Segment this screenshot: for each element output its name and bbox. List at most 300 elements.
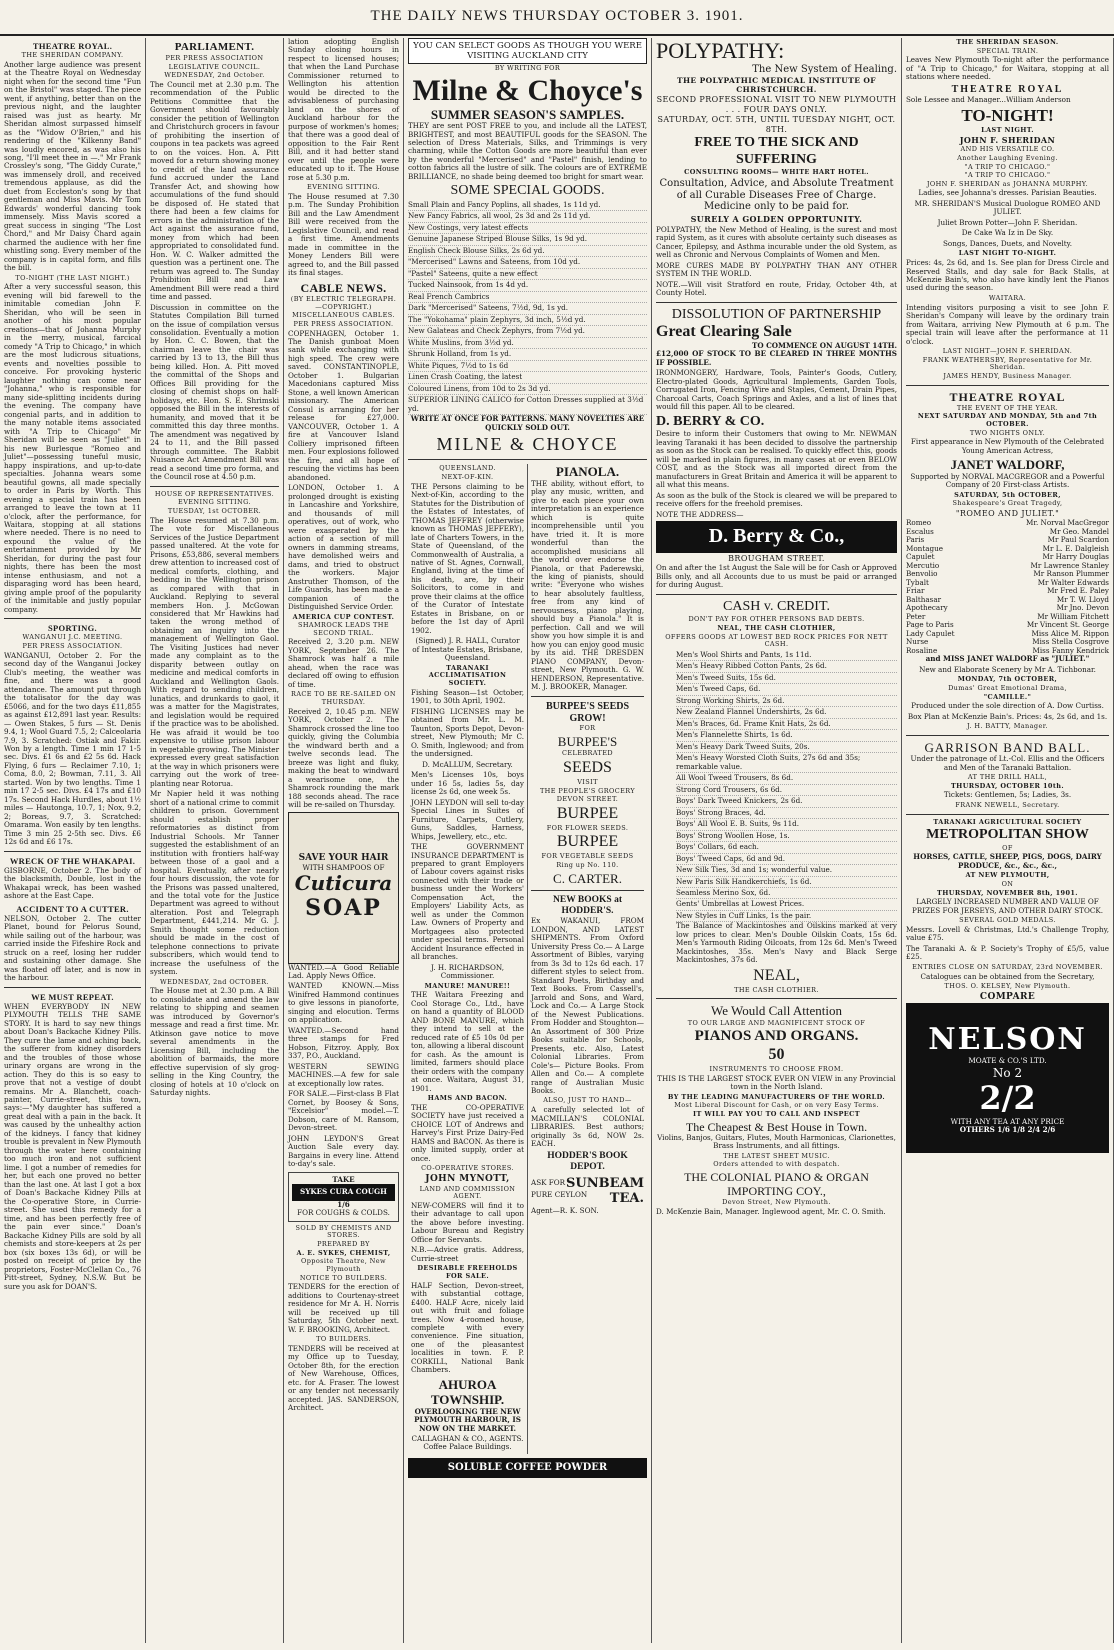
hodders-depot: HODDER'S BOOK DEPOT. xyxy=(547,1150,628,1172)
goods-item: English Check Blouse Silks, 2s 6d yd. xyxy=(408,246,647,257)
polypathy-title: POLYPATHY: xyxy=(656,38,785,63)
hodders-mac: A carefully selected lot of MACMILLAN'S COLONIAL LIBRARIES. Best authors; originally 3s 6d, NOW 2s. EACH. xyxy=(531,1105,644,1149)
johanna-murphy: JOHN F. SHERIDAN as JOHANNA MURPHY. xyxy=(926,179,1089,188)
cast-actor: Mr Harry Douglas xyxy=(1042,552,1109,562)
heading-accident: ACCIDENT TO A CUTTER. xyxy=(16,903,129,914)
heading-builders: NOTICE TO BUILDERS. xyxy=(299,1273,388,1282)
cast-role: Paris xyxy=(906,535,925,545)
heading-misc-cables: MISCELLANEOUS CABLES. xyxy=(292,311,395,320)
polypathy-institute: THE POLYPATHIC MEDICAL INSTITUTE OF CHRISTCHURCH. xyxy=(676,75,877,94)
first-appearance: First appearance in New Plymouth of the Celebrated Young American Actress, xyxy=(910,437,1105,455)
camille: "CAMILLE." xyxy=(983,692,1032,701)
ring-up: Ring up No. 110. xyxy=(556,860,619,869)
date-line: WEDNESDAY, 2nd October. xyxy=(164,71,265,80)
cast-actor: Mr L. E. Dalgleish xyxy=(1042,543,1109,553)
cast-role: Balthasar xyxy=(906,594,942,604)
manure-text: THE Waitara Freezing and Cool Storage Co., Ltd., have on hand a quantity of BLOOD AND BONE MANURE, which they intend to sell at the reduced rate of £5 10s 0d per ton, allowing a liberal discount for cash. As the amount is limited, farmers should place their orders with the company at once. Waitara, August 31, 1901. xyxy=(411,990,525,1093)
discount: Most Liberal Discount for Cash, or on very Easy Terms. xyxy=(674,1101,879,1110)
neal-item: Boys' Tweed Caps, 6d and 9d. xyxy=(676,854,897,865)
catalogues: Catalogues can be obtained from the Secretary, xyxy=(920,971,1095,981)
cast-role: Rosaline xyxy=(906,645,938,655)
cast-role: Nurse xyxy=(906,637,929,647)
cuticura-ad xyxy=(288,812,399,964)
cast-actor: Miss Fanny Kendrick xyxy=(1032,645,1109,655)
box-plan: Box Plan at McKenzie Bain's. Prices: 4s, 2s 6d, and 1s. xyxy=(907,711,1108,721)
ladies-dresses: Ladies, see Johanna's dresses. Parisian Beauties. xyxy=(918,188,1097,198)
column-1 xyxy=(0,38,146,1643)
cast-role: Benvolio xyxy=(906,569,938,579)
burpee-name: BURPEE'S xyxy=(557,734,618,750)
column-6 xyxy=(902,38,1114,1643)
shakespeare-tragedy: Shakespeare's Great Tragedy, xyxy=(952,499,1063,508)
builders-notice: TENDERS for the erection of additions to Courtenay-street residence for Mr A. H. Norris will be received up till Saturday, 5th October next. W. F. BROOKING, Architect. xyxy=(288,1282,399,1334)
neal-item: Boys' Strong Braces, 4d. xyxy=(676,808,897,819)
divider xyxy=(4,618,141,619)
milne-by-writing: BY WRITING FOR xyxy=(494,64,561,73)
cheapest-best: The Cheapest & Best House in Town. xyxy=(685,1119,868,1134)
col4-left xyxy=(408,464,528,1454)
goods-item: New Costings, very latest effects xyxy=(408,223,647,234)
divider xyxy=(4,851,141,852)
cast-actor: Mr Geo. Mandel xyxy=(1049,526,1109,536)
neal-item: Men's Braces, 6d. Frame Knit Hats, 2s 6d. xyxy=(676,719,897,730)
article-sporting: WANGANUI, October 2. For the second day of the Wanganui Jockey Club's meeting, the weather was fine, and there was a good attendance. The amount put through the totalisator for the day was £5066, and for the two days £11,855 as against £12,891 last year. Results:— Owen Stakes, 5 furs — St. Denis 9.4, 1; Wool Guard 7.5, 2; Calceolaria 7.9, 3. Scratched: Ostiak and Fakir. Won by a length. Time 1 min 17 1-5 sec. Divs. £1 6s and £2 5s 6d. Hack Flying, 6 furs — Reclaimer 7.10, 1; Coma, 8.0, 2; Bowman, 7.11, 3. All started. Won by two lengths. Time 1 min 17 2-5 sec. Divs. £4 17s and £10 17s. Second Hack Hurdles, about 1½ miles — Hautonga, 10.7, 1; Nox, 9.2, 2; Boreas, 9.7, 3. Scratched: Omarama. Won easily by ten lengths. Time 3 min 25 2-5th sec. Divs. £6 12s 6d and £6 17s. xyxy=(4,650,141,847)
freeholds-text: HALF Section, Devon-street, with substantial cottage, £400. HALF Acre, nicely laid out with fruit and foliage trees. Now 4-roomed house, complete with every convenience. Fine situation, one of the pleasantest localities in town. F. P. CORKILL, National Bank Chambers. xyxy=(411,1280,524,1375)
sheridan-prices: Prices: 4s, 2s 6d, and 1s. See plan for Dress Circle and Reserved Stalls, and day sale for Back Stalls, at McKenzie Bain's, who also have kindly lent the Pianos used during the season. xyxy=(906,258,1109,293)
neal-big: NEAL, xyxy=(753,966,800,984)
theatre-royal-2: THEATRE ROYAL xyxy=(949,389,1066,404)
cast-actor: Mr. Norval MacGregor xyxy=(1025,518,1109,528)
cast-actor: Mr Lawrence Stanley xyxy=(1030,560,1109,570)
sunbeam-ceylon: PURE CEYLON xyxy=(531,1190,588,1200)
produced-by: Produced under the sole direction of A. Dow Curtiss. xyxy=(911,701,1104,711)
pay-to-call: IT WILL PAY YOU TO CALL AND INSPECT xyxy=(693,1109,860,1118)
gov-insurance: THE GOVERNMENT INSURANCE DEPARTMENT is prepared to grant Employers of Labour covers against risks connected with their trade or business under the Workers' Compensation Act, the Employers' Liability Acts, as well as under the Common Law. Owners of Property and Mortgagees also protected under special terms. Personal Accident Insurance effected in all branches. xyxy=(411,842,524,962)
article-tonight: After a very successful season, this evening will bid farewell to the inimitable comedian John F. Sheridan, who will be seen in another of his most popular creations—that of Johanna Murphy in the merry, musical, farcical comedy "A Trip to Chicago," in which are the most ludicrous situations, events and novelties possible to conceive. For provoking hysteric laughter nothing can come near "Johanna," who is responsible for many side-splitting incidents during the evening. The company have congenial parts, and in addition to the many notable items associated with "A Trip to Chicago" Mr Sheridan will be seen as "Juliet" in his new Burlesque "Romeo and Juliet"—possessing tuneful music, happy inspirations, and up-to-date specialties. Johanna wears some beautiful gowns, all made specially to order in Paris by Worth. This evening a special train has been arranged to leave the town at 11 o'clock, after the performance, for Waitara, stopping at all stations where needed. There is no need to expound the value of the entertainment provided by Mr Sheridan, for during the past four nights, there has been the most intense enthusiasm, and not a disparaging word has been heard, giving ample proof of the popularity of the inimitable and justly popular company. xyxy=(4,282,141,614)
lovell-trophy: Messrs. Lovell & Christmas, Ltd.'s Challenge Trophy, value £75. xyxy=(906,924,1109,943)
berry-text: Desire to inform their Customers that owing to Mr. NEWMAN leaving Taranaki it has been decided to dissolve the partnership as soon as the Stock can be realised. To quickly effect this, goods will be marked in plain figures, in many cases at or even BELOW COST, and as the Stock was all imported direct from the manufacturers in Great Britain and America it will be apparent to all what this means. xyxy=(656,429,897,490)
cast-actor: Mr T. W. Lloyd xyxy=(1056,594,1109,604)
goods-item: Dark "Mercerised" Sateens, 7½d, 9d, 1s yd. xyxy=(408,303,647,314)
polypathy-note: NOTE.—Will visit Stratford en route, Friday, October 4th, at County Hotel. xyxy=(656,279,897,298)
cast-role: Escalus xyxy=(906,526,934,536)
goods-item: New Galateas and Check Zephyrs, from 7½d yd. xyxy=(408,326,647,337)
batty-manager: J. H. BATTY, Manager. xyxy=(967,722,1048,731)
show-prizes: LARGELY INCREASED NUMBER AND VALUE OF PRIZES FOR JERSEYS, AND OTHER DAIRY STOCK. xyxy=(911,897,1103,915)
hams-heading: HAMS AND BACON. xyxy=(427,1094,508,1103)
classified-5: FOR SALE.—First-class B Flat Cornet, by Boosey & Sons, "Excelsior" model.—T. Dobson, care of M. Ransom, Devon-street. xyxy=(288,1089,399,1133)
mynott-address: N.B.—Advice gratis. Address, Currie-street xyxy=(411,1245,524,1263)
last-night: LAST NIGHT. xyxy=(981,126,1034,135)
classified-6: JOHN LEYDON'S Great Auction Sale every day. Bargains in every line. Attend to-day's sale. xyxy=(288,1133,399,1169)
manufacturers: BY THE LEADING MANUFACTURERS OF THE WORLD. xyxy=(667,1092,886,1101)
manure-heading: MANURE! MANURE!! xyxy=(424,981,511,990)
neal-item: Strong Working Shirts, 2s 6d. xyxy=(676,696,897,707)
cast-actor: Mr Vincent St. George xyxy=(1026,620,1109,630)
next-of-kin-text: THE Persons claiming to be Next-of-Kin, according to the Statutes for the Distribution of the Estates of Intestates, of THOMAS JEFFREY (otherwise known as THOMAS JEFFERY), late of Charters Towers, in the State of Queensland, of the Commonwealth of Australia, a native of St. Agnes, Cornwall, England, living at the time of his death, are, by their Solicitors, to come in and prove their claims at the office of the Curator of Intestate Estates in Brisbane, on or before the 1st day of April 1902. xyxy=(411,481,524,635)
pianos-organs: PIANOS AND ORGANS. xyxy=(694,1028,859,1045)
supported-by: Supported by NORVAL MACGREGOR and a Powerful Company of 20 First-class Artists. xyxy=(910,471,1105,490)
article-cup-1: Received 2, 3.20 p.m. NEW YORK, September 26. The Shamrock was half a mile ahead, when the race was declared off owing to effusion of time. xyxy=(288,637,399,689)
sykes-for: FOR COUGHS & COLDS. xyxy=(297,1208,390,1218)
cuticura-with: WITH SHAMPOOS OF xyxy=(302,862,385,872)
colonial-bain: D. McKenzie Bain, Manager. Inglewood agent, Mr. C. O. Smith. xyxy=(656,1206,886,1216)
divider xyxy=(906,814,1109,815)
neal-item: Strong Cord Trousers, 6s 6d. xyxy=(676,785,897,796)
burpee-grow: BURPEE'S SEEDS GROW! xyxy=(545,700,630,724)
brougham-street: BROUGHAM STREET. xyxy=(728,553,825,563)
sunbeam-line2 xyxy=(531,1191,644,1206)
divider xyxy=(906,385,1109,386)
sykes-chemist: A. E. SYKES, CHEMIST, xyxy=(296,1248,391,1257)
neal-item: Boys' Strong Woollen Hose, 1s. xyxy=(676,831,897,842)
evening-sitting: EVENING SITTING. xyxy=(307,183,380,192)
sykes-name: SYKES CURA COUGH xyxy=(292,1184,395,1200)
divider xyxy=(531,696,644,697)
column-2 xyxy=(146,38,284,1643)
neal-item: New Paris Silk Handkerchiefs, 1s 6d. xyxy=(676,877,897,888)
songs: Songs, Dances, Duets, and Novelty. xyxy=(942,238,1073,248)
sheet-music: THE LATEST SHEET MUSIC. xyxy=(723,1151,830,1160)
heading-tonight: TO-NIGHT (THE LAST NIGHT.) xyxy=(15,273,130,282)
cast-actor: Mr Jno. Devon xyxy=(1056,603,1109,613)
milne-intro: THEY are sent POST FREE to you, and include all the LATEST, BRIGHTEST, and most BEAUTIFUL goods for the SEASON. The selection of Dress Materials, Silks, and Trimmings is very charming, while the Cotton Goods are more beautiful than ever by the wonderful "Mercerised" and "Pastel" finish, lending to cotton fabrics all the lustre of silk. The colours are of EXTREME BRILLIANCE, no shade being deemed too bright for smart wear. xyxy=(408,121,647,181)
monday-7th: MONDAY, 7th OCTOBER, xyxy=(957,675,1058,684)
burpee-veg-seeds: FOR VEGETABLE SEEDS xyxy=(541,852,634,861)
some-special-goods: SOME SPECIAL GOODS. xyxy=(450,183,605,199)
subheading-shamrock: SHAMROCK LEADS THE SECOND TRIAL. xyxy=(297,621,390,637)
show-on: ON xyxy=(1001,879,1014,888)
heading-council: LEGISLATIVE COUNCIL. xyxy=(168,62,261,71)
press-assoc: PER PRESS ASSOCIATION. xyxy=(22,642,123,650)
sunbeam-tea: TEA. xyxy=(609,1191,644,1207)
nelson-others: OTHERS 1/6 1/8 2/4 2/6 xyxy=(959,1125,1056,1135)
fifty: 50 xyxy=(768,1046,785,1064)
divider xyxy=(656,302,897,303)
article-evening: The House resumed at 7.30 p.m. The Sunday Prohibition Bill and the Law Amendment Bill were received from the Legislative Council, and read a first time. Amendments made in committee in the Money Lenders Bill were agreed to, and the Bill passed its final stages. xyxy=(288,191,399,278)
article-wreck: GISBORNE, October 2. The body of the blacksmith, Double, lost in the Whakapai wreck, has been washed ashore at the East Cape. xyxy=(4,865,141,901)
frank-newell: FRANK NEWELL, Secretary. xyxy=(955,800,1060,809)
sunbeam-ad xyxy=(531,1176,644,1191)
heading-sporting: SPORTING. xyxy=(48,623,97,634)
next-saturday: NEXT SATURDAY AND MONDAY, 5th and 7th OCTOBER. xyxy=(917,412,1098,429)
cash-credit: CASH v. CREDIT. xyxy=(723,598,830,614)
neal-item: Men's Flannelette Shirts, 1s 6d. xyxy=(676,730,897,741)
polypathy-visit: SECOND PROFESSIONAL VISIT TO NEW PLYMOUTH . . . FOUR DAYS ONLY. xyxy=(656,95,897,114)
violins: Violins, Banjos, Guitars, Flutes, Mouth Harmonicas, Clarionettes, Brass Instruments, and all fittings. xyxy=(657,1132,896,1151)
fishing-season: Fishing Season—1st October, 1901, to 30th April, 1902. xyxy=(411,687,524,706)
taranaki-trophy: The Taranaki A. & P. Society's Trophy of £5/5, value £25. xyxy=(906,943,1109,962)
mynott-text: NEW-COMERS will find it to their advantage to call upon the above before investing. Labour Bureau and Registry Office for Servants. xyxy=(411,1200,524,1244)
cuticura-soap: SOAP xyxy=(305,894,382,921)
subheading-wanganui: WANGANUI J.C. MEETING. xyxy=(22,633,123,642)
column-5 xyxy=(652,38,902,1643)
sykes-price: 1/6 xyxy=(337,1199,350,1209)
juliet-brown: Juliet Brown Potter—John F. Sheridan. xyxy=(937,217,1078,227)
cast-role: Lady Capulet xyxy=(906,628,955,638)
taranaki-agri: TARANAKI AGRICULTURAL SOCIETY xyxy=(933,817,1082,826)
article-house-cont: lation adopting English Sunday closing hours in respect to licensed houses; that when the Land Purchase Commissioner returned to Wellington his attention would be directed to the advisableness of purchasing land on the shores of Auckland harbour for the purpose of workmen's homes; that there was a good deal of opposition to the Fair Rent Bill, and it had better stand over until the people were educated up to it. The House rose at 5.30 p.m. xyxy=(288,38,399,182)
heading-theatre-royal: THEATRE ROYAL. xyxy=(32,41,113,51)
divider xyxy=(531,890,644,891)
press-assoc: PER PRESS ASSOCIATION. xyxy=(293,319,394,328)
polypathy-free: FREE TO THE SICK AND SUFFERING xyxy=(694,135,859,167)
gov-commissioner: J. H. RICHARDSON, Commissioner. xyxy=(430,962,505,981)
milne-choyce-title: Milne & Choyce's xyxy=(412,73,643,107)
waitara-text: Intending visitors purposing a visit to see John F. Sheridan's Company will leave by the ordinary train from Waitara, arriving New Plymouth at 6 p.m. The special train will leave after the performance at 11 o'clock. xyxy=(906,302,1109,346)
burpee-for: FOR xyxy=(579,724,596,733)
press-assoc: PER PRESS ASSOCIATION xyxy=(165,53,264,62)
goods-item: New Fancy Fabrics, all wool, 2s 3d and 2s 11d yd. xyxy=(408,211,647,222)
james-hendy: JAMES HENDY, Business Manager. xyxy=(943,372,1072,381)
date-line: TUESDAY, 1st OCTOBER. xyxy=(167,507,262,516)
fishing-fees: Men's Licenses 10s, boys under 16 5s, ladies 5s, day license 2s 6d, one week 5s. xyxy=(411,770,524,797)
polypathy-dates: SATURDAY, OCT. 5TH, UNTIL TUESDAY NIGHT, OCT. 8TH. xyxy=(657,115,896,134)
waitara: WAITARA. xyxy=(988,293,1027,302)
special-train: SPECIAL TRAIN. xyxy=(976,46,1039,55)
neal-item: Men's Heavy Dark Tweed Suits, 20s. xyxy=(676,742,897,753)
ahuroa-agents: CALLAGHAN & CO., AGENTS. Coffee Palace Buildings. xyxy=(411,1434,524,1452)
show-horses: HORSES, CATTLE, SHEEP, PIGS, DOGS, DAIRY PRODUCE, &c., &c., &c., xyxy=(913,852,1102,870)
cast-actor: Mr William Fitchett xyxy=(1037,611,1109,621)
date-line: WEDNESDAY, 2nd OCTOBER. xyxy=(160,977,269,986)
polypathy-rooms: CONSULTING ROOMS— WHITE HART HOTEL. xyxy=(684,168,869,177)
attention-sub: TO OUR LARGE AND MAGNIFICENT STOCK OF xyxy=(687,1018,866,1027)
sunbeam-name: SUNBEAM xyxy=(566,1175,644,1191)
neal-mackintosh: The Balance of Mackintoshes and Oilskins marked at very low prices to clear. Men's Double Oilskin Coats, 15s 6d. Men's Yarmouth Riding Oilcoats, from 12s 6d. Men's Tweed Mackintoshes, 35s. Men's Navy and Black Serge Mackintoshes, 37s 6d. xyxy=(676,921,897,965)
colonial-devon: Devon Street, New Plymouth. xyxy=(722,1198,831,1207)
heading-wreck: WRECK OF THE WHAKAPAI. xyxy=(9,855,136,866)
polypathy-surely: SURELY A GOLDEN OPPORTUNITY. xyxy=(690,214,863,225)
masthead xyxy=(0,0,1114,36)
goods-item: Shrunk Holland, from 1s yd. xyxy=(408,349,647,360)
article-house-2: Mr Napier held it was nothing short of a national crime to commit children to prison. Government should establish proper reformatories as distinct from Industrial Schools. Mr Tanner suggested the establishment of an institution with frontiers half-way between those of a gaol and a hospital. Eventually, after nearly four hours discussion, the vote for the Prisons was passed unaltered, and the total vote for the Justice Department was agreed to without alteration. Post and Telegraph Department, £441,214. Mr G. J. Smith thought some reduction should be made in the cost of telephone connections to private subscribers, which would tend to increase the usefulness of the system. xyxy=(150,789,279,977)
metropolitan-show: METROPOLITAN SHOW xyxy=(926,827,1089,843)
heading-cable-news: CABLE NEWS. xyxy=(300,280,387,295)
pianola-text: THE ability, without effort, to play any music, written, and give to each piece your own interpretation is an experience which is quite incomprehensible until you have tried it. It is more wonderful than the accomplished musicians all the world over endorse the Pianola, or that Paderewski, the king of pianists, should write: "Everyone who wishes to hear absolutely faultless, free from any kind of nervousness, piano playing, should buy a Pianola." It is perfection. Call and we will show you how simple it is and how you can enjoy good music by its aid. THE DRESDEN PIANO COMPANY, Devon-street, New Plymouth. G. W. HENDERSON, Representative. M. J. BROOKER, Manager. xyxy=(531,478,644,692)
burpee-celebrated: CELEBRATED xyxy=(561,749,614,758)
berry-note-address: NOTE THE ADDRESS— xyxy=(656,509,744,519)
goods-item: Linen Crash Coating, the latest xyxy=(408,372,647,383)
neal-item: Boys' All Wool E. B. Suits, 9s 11d. xyxy=(676,819,897,830)
article-council-1: The Council met at 2.30 p.m. The recommendation of the Public Petitions Committee that the Government should favourably consider the petition of Wellington and Christchurch grocers in favour of prohibiting the insertion of coupons in tea packets was agreed to on the voices. Hon. A. Pitt moved for a return showing money to credit of the land assurance fund accrued under the Land Transfer Act, and showing how accumulations of the fund should be disposed of. He stated that there had been a few claims for errors in the administration of the Act against the assurance fund, money from which had been appropriated to consolidated fund. Hon. W. C. Walker admitted the question was a pertinent one. The return was agreed to. The Sunday Prohibition Bill and Law Amendment Bill were read a third time and passed. xyxy=(150,79,279,302)
theatre-lessee: Sole Lessee and Manager...William Anderson xyxy=(906,94,1071,104)
goods-item: White Muslins, from 3½d yd. xyxy=(408,338,647,349)
column-4 xyxy=(404,38,652,1643)
burpee-seeds: SEEDS xyxy=(563,759,612,776)
cast-role: Montague xyxy=(906,543,943,553)
neal-sub: OFFERS GOODS AT LOWEST BED ROCK PRICES FOR NETT CASH. xyxy=(665,632,888,649)
romeo-juliet: "ROMEO AND JULIET." xyxy=(955,509,1060,519)
dumas-drama: Dumas' Great Emotional Drama, xyxy=(948,683,1067,692)
hodders-text: Ex WAKANUI, FROM LONDON, AND LATEST SHIPMENTS. From Oxford University Press Co.— A Large Assortment of Bibles, varying from 3s 3d to 12s 6d each. 17 different styles to select from. Standard Poets, Birthday and Text Books. From Cassell's, Jarrold and Sons, and Ward, Lock and Co.— A Large Stock of the Newest Publications. From Hodder and Stoughton— An Assortment of 300 Prize Books suitable for Schools, Presents, etc. Also, Latest Colonial Libraries. From Cole's— Picture Books. From Allen and Co.— A complete range of Australian Music Books. xyxy=(531,916,644,1095)
dont-pay: DON'T PAY FOR OTHER PERSONS BAD DEBTS. xyxy=(688,615,865,624)
divider xyxy=(656,998,897,999)
cast-actor: Mr Walter Edwards xyxy=(1037,577,1109,587)
neal-items xyxy=(656,650,897,923)
dissolution-heading: DISSOLUTION OF PARTNERSHIP xyxy=(671,306,882,322)
cast-role: Capulet xyxy=(906,552,935,562)
berry-terms: On and after the 1st August the Sale will be for Cash or Approved Bills only, and all Accounts due to us must be paid or arranged for during August. xyxy=(656,563,897,590)
goods-list xyxy=(408,200,647,415)
hams-text: THE CO-OPERATIVE SOCIETY have just received a CHOICE LOT of Andrews and Harvey's First Prize Dairy-Fed HAMS and BACON. As there is only limited supply, order at once. xyxy=(411,1102,524,1163)
leydon-sale: JOHN LEYDON will sell to-day Special Lines in Suites of Furniture, Carpets, Cutlery, Guns, Saddles, Harness, Whips, Jewellery, etc., etc. xyxy=(411,797,524,841)
neal-big-2: THE CASH CLOTHIER. xyxy=(734,985,819,994)
neal-item: Boys' Collars, 6d each. xyxy=(676,842,897,853)
cast-list xyxy=(906,519,1109,655)
polypathy-text: POLYPATHY, the New Method of Healing, is the surest and most rapid System, as it cures with absolute certainty such diseases as Cancer, Epilepsy, and Asthma incurable under the old System, as well as Chronic and Nervous Complaints of Women and Men. xyxy=(656,224,897,260)
event-of-year: THE EVENT OF THE YEAR. xyxy=(956,403,1059,412)
column-3 xyxy=(284,38,404,1643)
goods-item: The "Yokohama" plain Zephyrs, 3d inch, 5½d yd. xyxy=(408,315,647,326)
burpee-flower-seeds: FOR FLOWER SEEDS. xyxy=(546,823,629,832)
article-cup-2: Received 2, 10.45 p.m. NEW YORK, October 2. The Shamrock crossed the line too quickly, giving the Columbia the windward berth and a twelve seconds lead. The breeze was light and fluky, making the beat to windward a wearisome one, the Shamrock rounding the mark 188 seconds ahead. The race will be re-sailed on Thursday. xyxy=(288,706,399,810)
show-at: AT NEW PLYMOUTH, xyxy=(965,871,1050,880)
divider xyxy=(408,459,647,460)
tonight-big: TO-NIGHT! xyxy=(961,106,1054,126)
berry-heading: D. BERRY & CO. xyxy=(656,413,765,429)
heading-house: HOUSE OF REPRESENTATIVES. xyxy=(154,489,275,498)
sykes-take: TAKE xyxy=(332,1174,355,1184)
evening-sitting: EVENING SITTING. xyxy=(178,498,251,507)
milne-choyce-footer: MILNE & CHOYCE xyxy=(436,434,619,455)
theatre-royal-1: THEATRE ROYAL xyxy=(951,83,1064,95)
subheading-sheridan: THE SHERIDAN COMPANY. xyxy=(21,51,124,60)
burpee-veg: BURPEE xyxy=(556,833,619,851)
ahuroa-township: AHUROA TOWNSHIP. xyxy=(430,1376,505,1408)
col4-right xyxy=(528,464,647,1454)
neal-item: New Silk Ties, 3d and 1s; wonderful value. xyxy=(676,865,897,876)
neal-item: Men's Heavy Worsted Cloth Suits, 27s 6d and 35s; remarkable value. xyxy=(676,753,897,773)
neal-item: Seamless Merino Sox, 6d. xyxy=(676,888,897,899)
mynott-title: LAND AND COMMISSION AGENT. xyxy=(419,1184,516,1201)
neal-heading: NEAL, THE CASH CLOTHIER, xyxy=(717,623,836,632)
heading-america-cup: AMERICA CUP CONTEST. xyxy=(292,612,395,621)
cast-role: Friar xyxy=(906,586,925,596)
cast-actor: Miss Alice M. Rippon xyxy=(1031,628,1109,638)
ahuroa-overlooking: OVERLOOKING THE NEW PLYMOUTH HARBOUR, IS NOW ON THE MARKET. xyxy=(414,1406,521,1433)
janet-waldorf: JANET WALDORF, xyxy=(950,457,1065,473)
great-clearing-sale: Great Clearing Sale xyxy=(656,323,792,341)
soluble-coffee: SOLUBLE COFFEE POWDER xyxy=(408,1458,647,1478)
article-accident: NELSON, October 2. The cutter Planet, bound for Pelorus Sound, while sailing out of the harbour, was carried inside the Fifeshire Rock and struck on a reef, losing her rudder and sustaining other damage. She was floated off later, and is now in the harbour. xyxy=(4,913,141,983)
neal-item: Men's Wool Shirts and Pants, 1s 11d. xyxy=(676,650,897,661)
queensland: QUEENSLAND. xyxy=(439,464,496,473)
compare: COMPARE xyxy=(979,991,1036,1002)
sheridan-season: THE SHERIDAN SEASON. xyxy=(956,38,1059,46)
divider xyxy=(656,594,897,595)
sykes-sold: SOLD BY CHEMISTS AND STORES. xyxy=(295,1223,392,1240)
ball-tickets: Tickets: Gentlemen, 5s; Ladies, 3s. xyxy=(943,790,1072,800)
nelson-price: 2/2 xyxy=(979,1078,1036,1117)
ironmongery-list: IRONMONGERY, Hardware, Tools, Painter's Goods, Cutlery, Electro-plated Goods, Agricultural Implements, Garden Tools, Corrugated Iron, Fencing Wire and Staples, Cement, Drain Pipes, Charcoal Carts, Coach Springs and Axles, and a list of lines that would fill this paper. All to be cleared. xyxy=(656,368,897,412)
neal-item: Men's Tweed Suits, 15s 6d. xyxy=(676,673,897,684)
new-scenery: New and Elaborate Scenery by Mr A. Tichbonar. xyxy=(919,664,1096,674)
cuticura-brand: Cuticura xyxy=(294,871,393,896)
divider xyxy=(906,735,1109,736)
builders-notice-2: TENDERS will be received at my Office up to Tuesday, October 8th, for the erection of New Warehouse, Offices, etc. for A. Fraser. The lowest or any tender not necessarily accepted. JAS. SANDERSON, Architect. xyxy=(288,1343,399,1413)
cast-actor: Miss Stella Cosgrove xyxy=(1032,637,1109,647)
heading-builders-2: TO BUILDERS. xyxy=(316,1335,371,1344)
heading-repeat: WE MUST REPEAT. xyxy=(31,991,114,1002)
goods-item: SUPERIOR LINING CALICO for Cotton Dresses supplied at 3½d yd. xyxy=(408,395,647,415)
next-of-kin: NEXT-OF-KIN. xyxy=(441,472,494,481)
neal-item: New Zealand Flannel Undershirts, 2s 6d. xyxy=(676,707,897,718)
heading-parliament: PARLIAMENT. xyxy=(174,41,255,53)
polypathy-consult: Consultation, Advice, and Absolute Treatment of all Curable Diseases Free of Charge. Medicine only to be paid for. xyxy=(659,177,894,213)
trip-chicago-2: "A TRIP TO CHICAGO." xyxy=(964,171,1051,180)
nelson-with: WITH ANY TEA AT ANY PRICE xyxy=(950,1116,1065,1126)
goods-item: Small Plain and Fancy Poplins, all shades, 1s 11d yd. xyxy=(408,200,647,211)
article-cables-2: LONDON, October 1. A prolonged drought is existing in Lancashire and Yorkshire, and thousands of mill operatives, out of work, who were exasperated by the action of a section of mill owners in damming streams, have demolished weirs and dams, and tried to obstruct the workers. Major Anstruther Thomson, of the Life Guards, has been made a companion of the Distinguished Service Order. xyxy=(288,483,399,612)
article-cables-1: COPENHAGEN, October 1. The Danish gunboat Moen sank while exchanging with high speed. The crew were saved. CONSTANTINOPLE, October 1. Bulgarian Macedonians captured Miss Stone, a well known American missionary. The American Consul is arranging for her release for £27,000. VANCOUVER, October 1. A fire at Vancouver Island Colliery imprisoned fifteen men. Four explosions followed the fire, and all hope of rescuing the victims has been abandoned. xyxy=(288,328,399,482)
last-night-3: LAST NIGHT—JOHN F. SHERIDAN. xyxy=(942,347,1073,356)
neal-item: Men's Tweed Caps, 6d. xyxy=(676,684,897,695)
garrison-band-ball: GARRISON BAND BALL. xyxy=(924,739,1091,755)
taranaki-acclimatisation: TARANAKI ACCLIMATISATION SOCIETY. xyxy=(428,663,507,688)
neal-item: All Wool Tweed Trousers, 8s 6d. xyxy=(676,773,897,784)
goods-item: White Piques, 7½d to 1s 6d xyxy=(408,361,647,372)
classified-3: WANTED.—Second hand three stamps for Fred Hobson, Fitzroy. Apply, Box 337, P.O., Auckland. xyxy=(288,1025,399,1061)
entries-close: ENTRIES CLOSE ON SATURDAY, 23rd NOVEMBER. xyxy=(912,962,1103,971)
cast-role: Mercutio xyxy=(906,560,940,570)
cast-role: Tybalt xyxy=(906,577,929,587)
mynott-name: JOHN MYNOTT, xyxy=(425,1173,510,1184)
cable-copyright: (BY ELECTRIC TELEGRAPH.—COPYRIGHT.) xyxy=(290,294,397,311)
sunbeam-ask: ASK FOR xyxy=(531,1178,566,1188)
nelson-no2: No 2 xyxy=(992,1065,1023,1080)
berry-big-name: D. Berry & Co., xyxy=(656,521,897,553)
patronage: Under the patronage of Lt.-Col. Ellis and the Officers and Men of the Taranaki Battalion. xyxy=(910,754,1105,772)
article-house-1: The House resumed at 7.30 p.m. The vote for Miscellaneous Services of the Justice Department passed unaltered. At the vote for Prisons, £53,886, several members drew attention to increased cost of medical comforts, clothing, and bedding in the Wellington prison as compared with that in Auckland. Replying to several members Hon. J. McGowan considered that Mr Hawkins had taken the wrong method of obtaining an inquiry into the management of Wellington Gaol. The Visiting Justices had never made any complaint as to the disparity between outlay on medicine and medical comforts in Auckland and Wellington Gaols. With regard to sending children, lunatics, and drunkards to gaol, it was a matter for the Magistrates, and legislation would be required if the practice was to be abolished. He was afraid it would be too expensive to utilise prison labour in vegetable growing. The Minister expressed every great satisfaction at the way in which prisoners were carrying out the work of tree-planting near Rotorua. xyxy=(150,515,279,788)
show-date: THURSDAY, NOVEMBER 8th, 1901. xyxy=(937,888,1078,897)
summer-samples: SUMMER SEASON'S SAMPLES. xyxy=(430,106,625,122)
col4-split xyxy=(408,464,647,1454)
article-theatre: Another large audience was present at the Theatre Royal on Wednesday night when for the second time "Fun on the Bristol" was staged. The piece went, if anything, better than on the previous night, and the laughter raised was just as hearty. Mr Sheridan almost surpassed himself as the "Widow O'Brien," and his rendering of the "Kilkenny Band" was loudly encored, as was also his song, "I'll meet thee in —." Mr Frank Crossley's song, "The Giddy Curate," was immensely droll, and received tremendous applause, as did the duet from Eccleston's song by that gentleman and Miss Mavis. Mr Tom Edwards' wonderful dancing took immensely. Miss Mavis scored a great success in singing "The Lost Chord," and Mr Daisy Chard again charmed the audience with her fine whistling song. Every member of the company is in capital form, and fills the bill. xyxy=(4,59,141,273)
burpee-visit: VISIT xyxy=(577,777,598,786)
sykes-address: Opposite Theatre, New Plymouth xyxy=(301,1257,386,1273)
last-night-2: LAST NIGHT TO-NIGHT. xyxy=(958,249,1057,258)
trip-chicago-1: "A TRIP TO CHICAGO." xyxy=(964,162,1051,171)
nelson-name: NELSON xyxy=(928,1021,1087,1057)
fishing-licenses: FISHING LICENSES may be obtained from Mr. L. M. Taunton, Sports Depot, Devon-street, New Plymouth; Mr C. O. Smith, Inglewood; and from the undersigned. xyxy=(411,706,524,759)
goods-item: "Mercerised" Lawns and Sateens, from 10d yd. xyxy=(408,257,647,268)
attention-heading: We Would Call Attention xyxy=(711,1003,842,1019)
subheading-resail: RACE TO BE RE-SAILED ON THURSDAY. xyxy=(291,690,396,707)
classified-1: WANTED.—A Good Reliable Lad. Apply News Office. xyxy=(288,962,399,980)
fishing-secretary: D. McALLUM, Secretary. xyxy=(422,759,513,769)
cuticura-top: SAVE YOUR HAIR xyxy=(298,853,389,864)
hodders-heading: NEW BOOKS at HODDER'S. xyxy=(553,894,622,917)
peoples-grocery: THE PEOPLE'S GROCERY xyxy=(539,786,636,795)
orders: Orders attended to with despatch. xyxy=(713,1160,840,1169)
sykes-ad xyxy=(288,1172,399,1222)
colonial-piano: THE COLONIAL PIANO & ORGAN IMPORTING COY., xyxy=(684,1169,869,1199)
nelson-moate: MOATE & CO.'S LTD. xyxy=(968,1056,1047,1066)
largest-stock: THIS IS THE LARGEST STOCK EVER ON VIEW in any Provincial town in the North Island. xyxy=(657,1073,896,1092)
burpee-devon: DEVON STREET. xyxy=(556,795,619,804)
cast-role: Romeo xyxy=(906,518,932,528)
article-council-2: Discussion in committee on the Statutes Compilation Bill turned on the issue of compilation versus consolidation. Eventually a motion by Hon. C. C. Bowen, that the chairman leave the chair was carried by 13 to 13, the Bill thus being killed. Hon. A. Pitt moved the committal of the Shops and Offices Bill providing for the closing of chemist shops on half-holidays, etc. Hon. S. E. Shrimski opposed the Bill in the interests of humanity, and moved that it be committed this day three months. The amendment was negatived by 24 to 11, and the Bill passed through committee. The Rabbit Nuisance Act Amendment Bill was read a second time pro forma, and the Council rose at 4.50 p.m. xyxy=(150,302,279,482)
coop-stores: CO-OPERATIVE STORES. xyxy=(421,1164,514,1173)
cast-actor: Mr Ranson Plummer xyxy=(1033,569,1109,579)
goods-item: "Pastel" Sateens, quite a new effect xyxy=(408,269,647,280)
polypathy-more: MORE CURES MADE BY POLYPATHY THAN ANY OTHER SYSTEM IN THE WORLD. xyxy=(656,260,897,279)
saturday-5th: SATURDAY, 5th OCTOBER, xyxy=(954,490,1061,499)
goods-item: Coloured Linens, from 10d to 2s 3d yd. xyxy=(408,384,647,395)
c-carter: C. CARTER. xyxy=(553,870,622,886)
laughing-evening: Another Laughing Evening. xyxy=(957,153,1058,162)
